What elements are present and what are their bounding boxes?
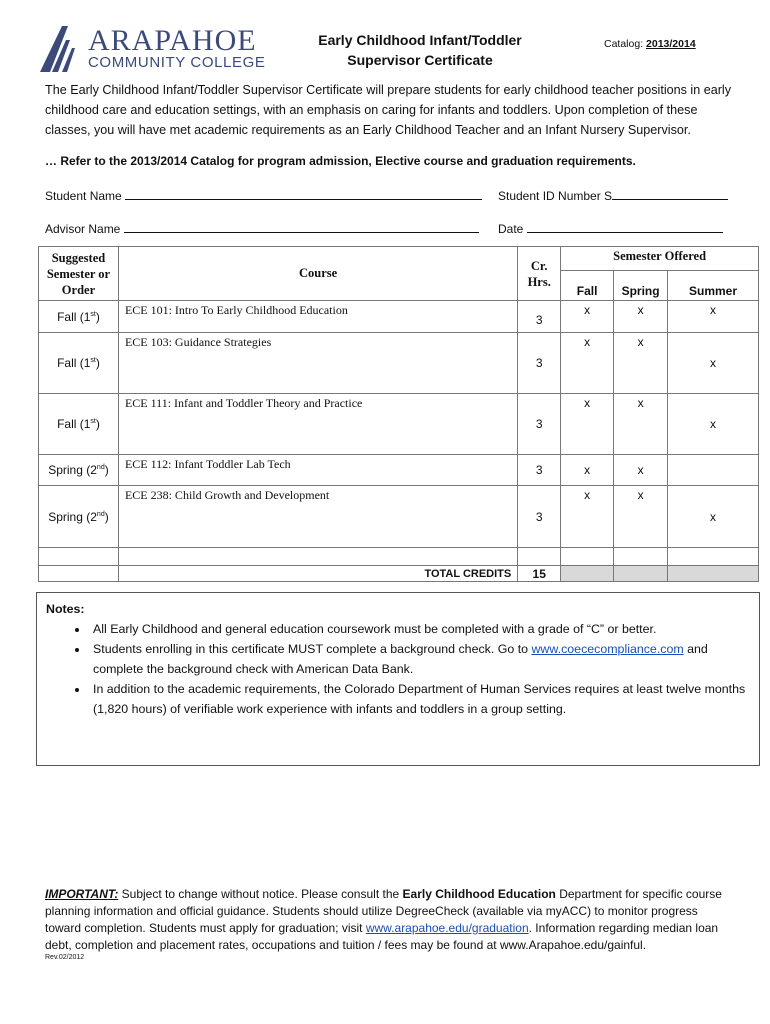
term-text: Spring (2 [48,509,97,524]
term-text: Spring (2 [48,463,97,477]
blank-row [39,548,759,566]
blank-cell [118,548,517,566]
refer-note: … Refer to the 2013/2014 Catalog for program admission, Elective course and graduation requirements. [45,154,636,168]
notes-heading: Notes: [46,602,85,616]
shaded-cell [614,566,668,582]
fall-cell: x [561,333,614,394]
course-cell: ECE 238: Child Growth and Development [118,486,517,548]
department-name: Early Childhood Education [402,887,556,901]
term-ordinal: st [90,357,96,364]
spring-cell: x [614,455,668,486]
catalog-label: Catalog: [604,38,644,50]
advisor-name-line[interactable] [124,221,479,233]
term-ordinal: nd [96,464,105,471]
important-paragraph [45,886,735,954]
blank-cell [668,548,759,566]
student-id-label: Student ID Number S [498,189,613,203]
summer-cell: x [668,486,759,548]
table-row [39,333,759,394]
important-text: . Information regarding median loan debt, completion and placement rates, occupations and tuition / fees may be found at www.Arapahoe.edu/gainful. [45,921,719,952]
credits-cell: 3 [518,333,561,394]
graduation-link[interactable]: www.arapahoe.edu/graduation [365,921,529,935]
important-label: IMPORTANT: [45,887,119,901]
blank-cell [518,548,561,566]
term-text: Fall (1 [57,417,91,431]
header-summer: Summer [668,271,759,301]
catalog-year [604,38,696,50]
header-semester-label: Suggested Semester or Order [46,250,111,297]
course-cell: ECE 103: Guidance Strategies [118,333,517,394]
advisor-name-field[interactable] [45,221,479,236]
blank-cell [39,548,119,566]
compliance-link[interactable]: www.coececompliance.com [531,642,684,656]
header-semester-offered: Semester Offered [561,247,759,271]
table-row [39,394,759,455]
summer-cell [668,455,759,486]
course-cell: ECE 111: Infant and Toddler Theory and Practice [118,394,517,455]
spring-cell: x [614,394,668,455]
student-id-line[interactable] [612,188,728,200]
logo-name: ARAPAHOE [88,24,257,57]
notes-list [37,619,759,719]
fall-cell: x [561,486,614,548]
notes-box [36,592,760,766]
logo-subtitle: COMMUNITY COLLEGE [88,54,266,71]
note-text: Students enrolling in this certificate MUST complete a background check. Go to [93,642,532,656]
intro-paragraph: The Early Childhood Infant/Toddler Supervisor Certificate will prepare students for early childhood teacher positions in early childhood care and education settings, with an emphasis on caring for infants and toddlers. Upon completion of these classes, you will have met academic requirements as an Early Childhood Teacher and an Infant Nursery Supervisor. [45,83,732,137]
note-item [89,639,759,679]
student-id-field[interactable] [498,188,728,203]
title-line-2: Supervisor Certificate [347,52,493,68]
term-ordinal: st [90,418,96,425]
important-text: Department for specific course planning information and official guidance. Students should utilize DegreeCheck (available via myACC) to monitor progress toward completion. Students must apply for graduation; visit [45,887,722,935]
term-cell: Spring (2nd) [39,455,119,486]
term-ordinal: nd [96,510,105,518]
header-spring: Spring [614,271,668,301]
table-row [39,486,759,548]
credits-cell: 3 [518,455,561,486]
course-cell: ECE 101: Intro To Early Childhood Education [118,301,517,333]
term-ordinal: st [90,310,96,318]
logo-mark-icon [38,22,84,76]
note-text: and complete the background check with American Data Bank. [93,642,708,676]
shaded-cell [561,566,614,582]
term-cell: Fall (1st) [39,333,119,394]
credits-cell: 3 [518,486,561,548]
title-line-1: Early Childhood Infant/Toddler [318,32,522,48]
fall-cell: x [561,394,614,455]
revision-date: Rev.02/2012 [45,954,85,961]
credits-cell: 3 [518,301,561,333]
date-label: Date [498,222,524,236]
term-cell: Fall (1st) [39,394,119,455]
blank-cell [561,548,614,566]
student-name-label: Student Name [45,189,122,203]
spring-cell: x [614,301,668,333]
shaded-cell [668,566,759,582]
date-line[interactable] [527,221,723,233]
summer-cell: x [668,394,759,455]
table-row [39,455,759,486]
student-name-line[interactable] [125,188,482,200]
header-course: Course [118,247,517,301]
summer-cell: x [668,333,759,394]
blank-cell [614,548,668,566]
student-name-field[interactable] [45,188,482,203]
college-logo [38,22,266,76]
header-credits: Cr. Hrs. [518,247,561,301]
table-row [39,301,759,333]
date-field[interactable] [498,221,723,236]
fall-cell: x [561,301,614,333]
page-title [300,30,540,70]
note-item: • All Early Childhood and general education coursework must be completed with a grade of “C” or better. [89,619,759,639]
fall-cell: x [561,455,614,486]
header-fall: Fall [561,271,614,301]
important-text: Subject to change without notice. Please consult the [118,887,403,901]
term-cell: Fall (1st) [39,301,119,333]
blank-cell [39,566,119,582]
catalog-value: 2013/2014 [646,38,696,50]
total-credits-label: TOTAL CREDITS [118,566,517,582]
total-row [39,566,759,582]
header-semester [39,247,119,301]
credits-cell: 3 [518,394,561,455]
term-text: Fall (1 [57,356,91,370]
term-cell: Spring (2nd) [39,486,119,548]
summer-cell: x [668,301,759,333]
spring-cell: x [614,333,668,394]
course-cell: ECE 112: Infant Toddler Lab Tech [118,455,517,486]
term-text: Fall (1 [57,309,91,324]
advisor-name-label: Advisor Name [45,222,121,236]
note-item: • In addition to the academic requirements, the Colorado Department of Human Services requires at least twelve months (1,820 hours) of verifiable work experience with infants and toddlers in a group setting. [89,679,759,719]
spring-cell: x [614,486,668,548]
total-credits-value: 15 [518,566,561,582]
course-table [38,246,759,582]
